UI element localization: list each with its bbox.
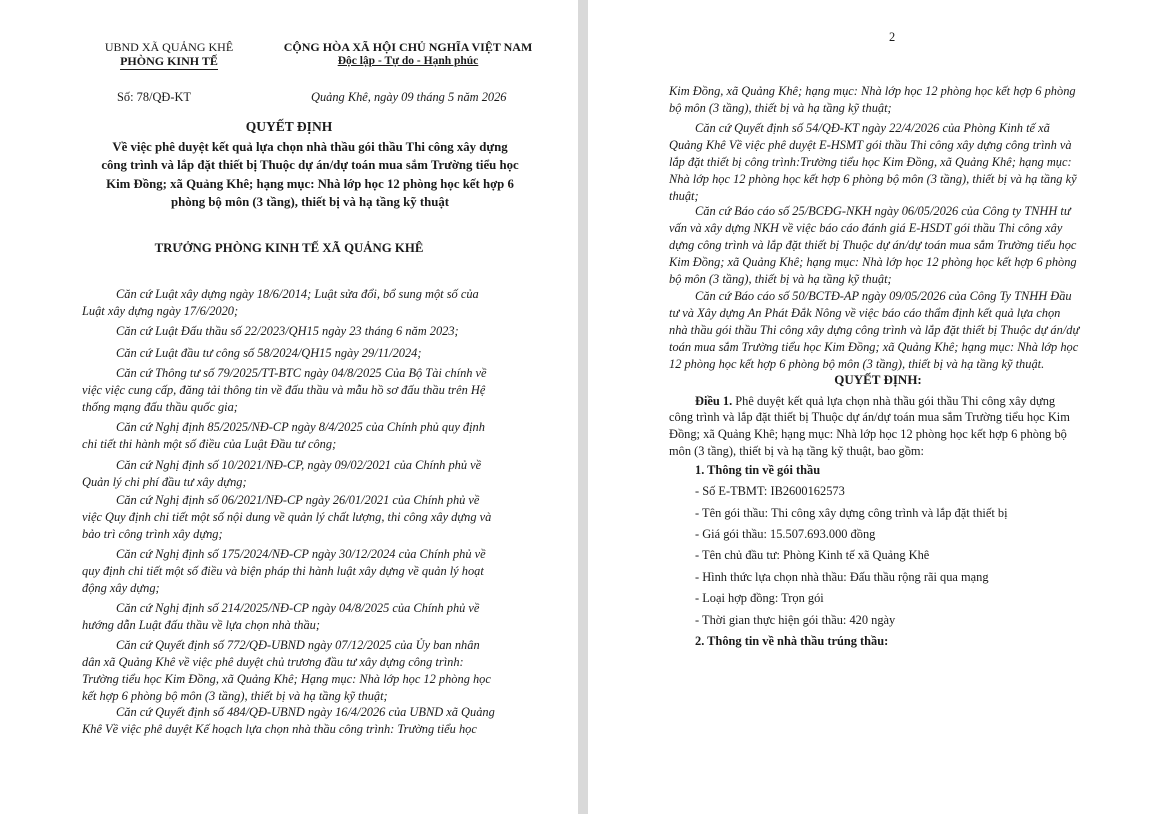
paragraph-line: Căn cứ Nghị định số 10/2021/NĐ-CP, ngày 09/02/2021 của Chính phủ về [116, 458, 482, 472]
paragraph-line: Kim Đồng, xã Quảng Khê; hạng mục: Nhà lớp học 12 phòng học kết hợp 6 phòng [669, 84, 1076, 98]
paragraph-line: công trình và lắp đặt thiết bị Thuộc dự án/dự toán mua sắm Trường tiểu học Kim [669, 410, 1070, 424]
paragraph-line: lắp đặt thiết bị công trình:Trường tiểu học Kim Đồng, xã Quảng Khê; hạng mục: [669, 155, 1072, 169]
page-number: 2 [889, 30, 896, 44]
legal-basis-paragraph [82, 637, 532, 705]
continuation-paragraph [669, 83, 1121, 117]
paragraph-line: nhà thầu gói thầu Thi công xây dựng công trình và lắp đặt thiết bị Thuộc dự án/dự [669, 323, 1080, 337]
legal-basis-paragraph [82, 345, 532, 362]
legal-basis-paragraph [669, 288, 1121, 373]
package-info-item: - Số E-TBMT: IB2600162573 [695, 484, 845, 498]
paragraph-line: Quản lý chi phí đầu tư xây dựng; [82, 475, 247, 489]
document-type: QUYẾT ĐỊNH [245, 119, 333, 134]
package-info-item: - Thời gian thực hiện gói thầu: 420 ngày [695, 613, 896, 627]
subject-line: Về việc phê duyệt kết quả lựa chọn nhà thầu gói thầu Thi công xây dựng [112, 140, 508, 154]
article-1-body [669, 409, 1121, 460]
legal-basis-paragraph [82, 419, 532, 453]
paragraph-line: Đồng; xã Quảng Khê; hạng mục: Nhà lớp học 12 phòng học kết hợp 6 phòng bộ [669, 427, 1067, 441]
paragraph-line: Căn cứ Nghị định 85/2025/NĐ-CP ngày 8/4/2025 của Chính phủ quy định [116, 420, 485, 434]
paragraph-line: Căn cứ Nghị định số 175/2024/NĐ-CP ngày 30/12/2024 của Chính phủ về [116, 547, 486, 561]
document-page-1 [0, 0, 578, 814]
paragraph-line: Trường tiểu học Kim Đồng, xã Quảng Khê; Hạng mục: Nhà lớp học 12 phòng học [82, 672, 491, 686]
issuing-agency [90, 40, 248, 70]
legal-basis-paragraph [82, 286, 532, 320]
section-2-title: 2. Thông tin về nhà thầu trúng thầu: [695, 634, 889, 648]
paragraph-line: dân xã Quảng Khê về việc phê duyệt chủ trương đầu tư xây dựng công trình: [82, 655, 464, 669]
paragraph-line: thống mạng đấu thầu quốc gia; [82, 400, 238, 414]
paragraph-line: việc Quy định chi tiết một số nội dung về quản lý chất lượng, thi công xây dựng và [82, 510, 492, 524]
document-subject [60, 138, 560, 211]
paragraph-line: kết hợp 6 phòng bộ môn (3 tầng), thiết bị và hạ tầng kỹ thuật; [82, 689, 388, 703]
paragraph-line: hướng dẫn Luật đấu thầu về lựa chọn nhà thầu; [82, 618, 320, 632]
paragraph-line: bộ môn (3 tầng), thiết bị và hạ tầng kỹ thuật; [669, 101, 892, 115]
legal-basis-paragraph [82, 704, 532, 738]
package-info-item: - Hình thức lựa chọn nhà thầu: Đấu thầu rộng rãi qua mạng [695, 570, 989, 584]
paragraph-line: Căn cứ Luật đầu tư công số 58/2024/QH15 ngày 29/11/2024; [116, 346, 422, 360]
legal-basis-paragraph [669, 120, 1121, 205]
agency-parent: UBND XÃ QUẢNG KHÊ [104, 40, 234, 54]
package-info-item: - Tên chủ đầu tư: Phòng Kinh tế xã Quảng Khê [695, 548, 930, 562]
motto: Độc lập - Tự do - Hạnh phúc [337, 55, 479, 67]
paragraph-line: dựng công trình và lắp đặt thiết bị Thuộc dự án/dự toán mua sắm Trường tiểu học [669, 238, 1077, 252]
paragraph-line: Khê Về việc phê duyệt Kế hoạch lựa chọn nhà thầu công trình: Trường tiểu học [82, 722, 477, 736]
legal-basis-paragraph [82, 492, 532, 543]
paragraph-line: 12 phòng học kết hợp 6 phòng bộ môn (3 tầng), thiết bị và hạ tầng kỹ thuật. [669, 357, 1045, 371]
package-info-item: - Giá gói thầu: 15.507.693.000 đồng [695, 527, 876, 541]
paragraph-line: Căn cứ Nghị định số 214/2025/NĐ-CP ngày 04/8/2025 của Chính phủ về [116, 601, 480, 615]
subject-line: phòng bộ môn (3 tầng), thiết bị và hạ tầng kỹ thuật [170, 194, 450, 209]
subject-line: Kim Đồng; xã Quảng Khê; hạng mục: Nhà lớp học 12 phòng học kết hợp 6 [106, 176, 514, 191]
legal-basis-paragraph [82, 323, 532, 340]
paragraph-line: Căn cứ Quyết định số 484/QĐ-UBND ngày 16/4/2026 của UBND xã Quảng [116, 705, 495, 719]
legal-basis-paragraph [82, 600, 532, 634]
subject-line: công trình và lắp đặt thiết bị Thuộc dự án/dự toán mua sắm Trường tiểu học [101, 158, 519, 173]
paragraph-line: Luật xây dựng ngày 17/6/2020; [82, 304, 239, 318]
legal-basis-paragraph [669, 203, 1121, 288]
paragraph-line: Nhà lớp học 12 phòng học kết hợp 6 phòng bộ môn (3 tầng), thiết bị và hạ tầng kỹ [669, 172, 1077, 186]
agency-name: PHÒNG KINH TẾ [120, 54, 218, 68]
national-motto [270, 40, 546, 68]
paragraph-line: Căn cứ Thông tư số 79/2025/TT-BTC ngày 04/8/2025 Của Bộ Tài chính về [116, 366, 487, 380]
decision-heading: QUYẾT ĐỊNH: [834, 372, 922, 387]
paragraph-line: Căn cứ Luật xây dựng ngày 18/6/2014; Luật sửa đổi, bổ sung một số của [116, 287, 479, 301]
legal-basis-paragraph [82, 457, 532, 491]
paragraph-line: Quảng Khê Về việc phê duyệt E-HSMT gói thầu Thi công xây dựng công trình và [669, 138, 1072, 152]
paragraph-line: bảo trì công trình xây dựng; [82, 527, 223, 541]
paragraph-line: Căn cứ Luật Đấu thầu số 22/2023/QH15 ngày 23 tháng 6 năm 2023; [116, 324, 459, 338]
paragraph-line: tư và Xây dựng An Phát Đắk Nông về việc báo cáo thẩm định kết quả lựa chọn [669, 306, 1061, 320]
paragraph-line: quy định chi tiết một số điều và biện pháp thi hành luật xây dựng về quản lý hoạt [82, 564, 484, 578]
legal-basis-paragraph [82, 365, 532, 416]
legal-basis-paragraph [82, 546, 532, 597]
package-info-item: - Tên gói thầu: Thi công xây dựng công trình và lắp đặt thiết bị [695, 506, 1008, 520]
package-info-item: - Loại hợp đồng: Trọn gói [695, 591, 824, 605]
issuing-authority: TRƯỞNG PHÒNG KINH TẾ XÃ QUẢNG KHÊ [154, 241, 424, 255]
paragraph-line: chi tiết thi hành một số điều của Luật Đầu tư công; [82, 437, 337, 451]
article-label: Điều 1. [695, 394, 733, 408]
document-page-2 [588, 0, 1168, 814]
paragraph-line: vấn và xây dựng NKH về việc báo cáo đánh giá E-HSDT gói thầu Thi công xây [669, 221, 1063, 235]
paragraph-line: Kim Đồng; xã Quảng Khê; hạng mục: Nhà lớp học 12 phòng học kết hợp 6 phòng [669, 255, 1077, 269]
document-number: Số: 78/QĐ-KT [117, 90, 191, 104]
paragraph-line: thuật; [669, 189, 699, 203]
section-1-title: 1. Thông tin về gói thầu [695, 463, 821, 477]
paragraph-line: toán mua sắm Trường tiểu học Kim Đồng; xã Quảng Khê; hạng mục: Nhà lớp học [669, 340, 1079, 354]
paragraph-line: việc việc cung cấp, đăng tải thông tin về đấu thầu và mẫu hồ sơ đấu thầu trên Hệ [82, 383, 486, 397]
paragraph-line: Căn cứ Quyết định số 54/QĐ-KT ngày 22/4/2026 của Phòng Kinh tế xã [695, 121, 1050, 135]
paragraph-line: Căn cứ Báo cáo số 25/BCĐG-NKH ngày 06/05/2026 của Công ty TNHH tư [695, 204, 1071, 218]
paragraph-line: động xây dựng; [82, 581, 160, 595]
paragraph-line: môn (3 tầng), thiết bị và hạ tầng kỹ thuật, bao gồm: [669, 444, 924, 458]
paragraph-line: Căn cứ Quyết định số 772/QĐ-UBND ngày 07/12/2025 của Ủy ban nhân [116, 638, 480, 652]
place-and-date: Quảng Khê, ngày 09 tháng 5 năm 2026 [311, 90, 507, 104]
country-name: CỘNG HÒA XÃ HỘI CHỦ NGHĨA VIỆT NAM [283, 40, 533, 54]
article-1-first-line [695, 393, 1055, 410]
paragraph-line: Căn cứ Nghị định số 06/2021/NĐ-CP ngày 26/01/2021 của Chính phủ về [116, 493, 480, 507]
article-text: Phê duyệt kết quả lựa chọn nhà thầu gói thầu Thi công xây dựng [732, 394, 1056, 408]
paragraph-line: bộ môn (3 tầng), thiết bị và hạ tầng kỹ thuật; [669, 272, 892, 286]
paragraph-line: Căn cứ Báo cáo số 50/BCTĐ-AP ngày 09/05/2026 của Công Ty TNHH Đầu [695, 289, 1072, 303]
